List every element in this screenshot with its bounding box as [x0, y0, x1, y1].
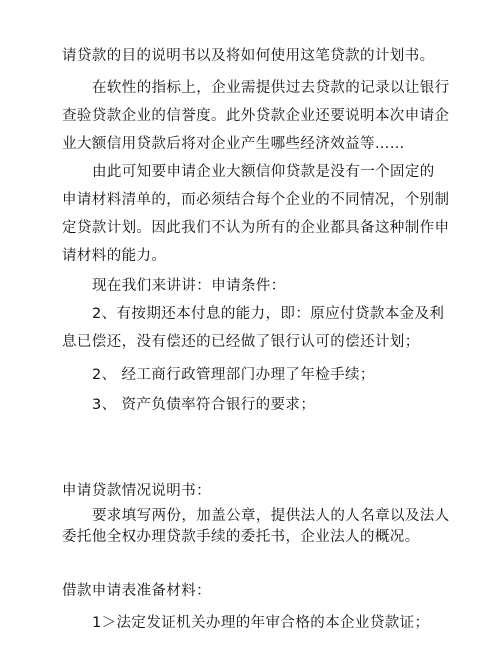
- text-line: 请贷款的目的说明书以及将如何使用这笔贷款的计划书。: [62, 48, 435, 64]
- text-line: 定贷款计划。因此我们不认为所有的企业都具备这种制作申: [62, 220, 450, 236]
- text-line: 申请材料清单的，而必须结合每个企业的不同情况，个别制: [62, 192, 450, 208]
- text-line: 现在我们来讲讲：申请条件：: [92, 278, 286, 294]
- text-line: 由此可知要申请企业大额信仰贷款是没有一个固定的: [92, 164, 435, 180]
- text-line: 3、 资产负债率符合银行的要求；: [92, 397, 316, 413]
- text-line: 要求填写两份，加盖公章，提供法人的人名章以及法人: [92, 508, 450, 524]
- text-line: 1＞法定发证机关办理的年审合格的本企业贷款证；: [92, 615, 430, 631]
- text-line: 2、有按期还本付息的能力，即：原应付贷款本金及利: [92, 306, 445, 322]
- text-line: 委托他全权办理贷款手续的委托书，企业法人的概况。: [62, 529, 420, 545]
- text-line: 2、 经工商行政管理部门办理了年检手续；: [92, 367, 375, 383]
- text-line: 业大额信用贷款后将对企业产生哪些经济效益等……: [62, 136, 405, 152]
- text-line: 在软性的指标上，企业需提供过去贷款的记录以让银行: [92, 80, 450, 96]
- text-line: 申请贷款情况说明书：: [62, 483, 211, 499]
- text-line: 请材料的能力。: [62, 248, 167, 264]
- text-line: 查验贷款企业的信誉度。此外贷款企业还要说明本次申请企: [62, 108, 450, 124]
- text-line: 息已偿还，没有偿还的已经做了银行认可的偿还计划；: [62, 334, 420, 350]
- text-line: 借款申请表准备材料：: [62, 583, 211, 599]
